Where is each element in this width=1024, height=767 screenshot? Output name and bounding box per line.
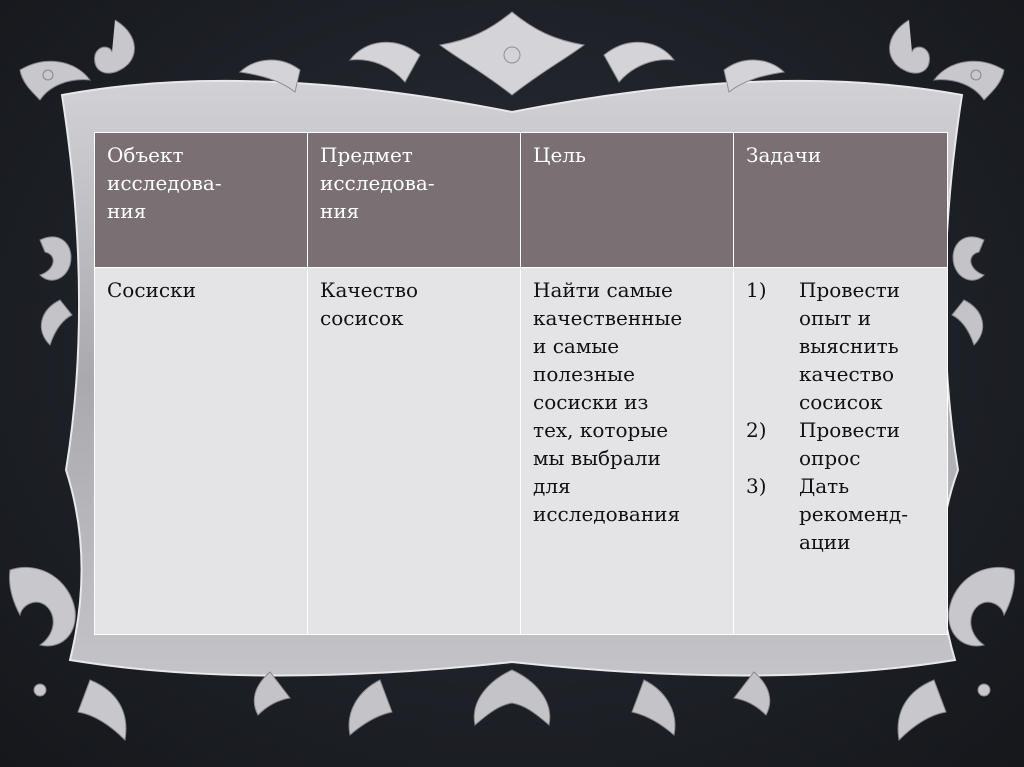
top-ornament [240, 12, 784, 95]
table-row [95, 268, 948, 635]
header-goal: Цель [521, 133, 734, 268]
cell-object: Сосиски [95, 268, 308, 635]
task-text: Провести опрос [799, 418, 900, 470]
research-table [94, 132, 948, 635]
cell-tasks [734, 268, 948, 635]
task-item [746, 276, 937, 416]
header-tasks: Задачи [734, 133, 948, 268]
cell-goal: Найти самые качественные и самые полезные сосиски из тех, которые мы выбрали для исследования [521, 268, 734, 635]
header-subject: Предмет исследова- ния [308, 133, 521, 268]
cell-subject: Качество сосисок [308, 268, 521, 635]
header-object: Объект исследова- ния [95, 133, 308, 268]
task-item [746, 472, 937, 556]
task-list [746, 276, 937, 556]
task-text: Провести опыт и выяснить качество сосисок [799, 278, 900, 414]
task-item [746, 416, 937, 472]
bottom-ornament [254, 670, 770, 735]
table-header-row [95, 133, 948, 268]
task-number: 1) [746, 278, 767, 302]
task-text: Дать рекоменд- ации [799, 474, 908, 554]
task-number: 2) [746, 418, 767, 442]
task-number: 3) [746, 474, 767, 498]
